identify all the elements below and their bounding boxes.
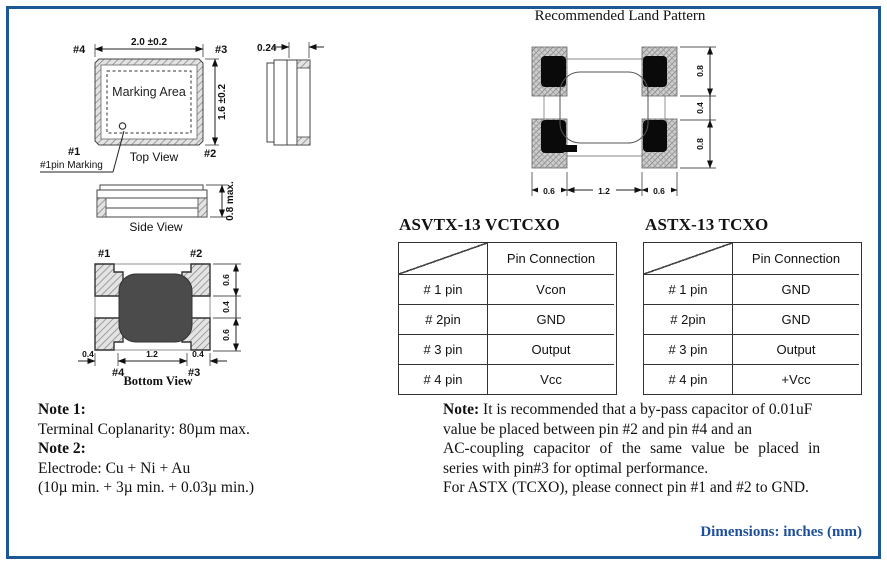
bottom-view-label: Bottom View: [123, 374, 193, 388]
end-view-lid: [267, 63, 274, 142]
table-row-conn: GND: [733, 275, 859, 305]
land-terminal-bottom-left: [541, 120, 566, 153]
table-row-conn: Vcc: [540, 372, 562, 387]
side-view-lid: [100, 185, 203, 190]
side-view-label: Side View: [129, 220, 183, 234]
terminal-dim-label: 0.24: [257, 43, 277, 54]
note-label: Note:: [443, 401, 480, 418]
land-terminal-bottom-right: [643, 120, 667, 152]
table-row-pin: # 2pin: [399, 305, 488, 335]
dimension-thickness: [206, 181, 236, 221]
bottom-view-pin2-label: #2: [190, 248, 203, 260]
note-line2: value be placed between pin #2 and pin #4 and an: [443, 420, 753, 438]
bottom-view-pin4-label: #4: [112, 367, 125, 379]
notes-right-block: [443, 400, 867, 498]
bottom-view-pin3-label: #3: [188, 367, 201, 379]
top-view-pin1-label: #1: [68, 146, 81, 158]
table-row-pin: # 1 pin: [644, 275, 733, 305]
note-line4: series with pin#3 for optimal performance.: [443, 459, 709, 477]
lp-right-dim-3: 0.8: [695, 138, 705, 150]
table-row-conn: GND: [733, 305, 859, 335]
table-header-pin-connection: Pin Connection: [488, 243, 614, 275]
table-row-conn: Output: [488, 335, 614, 365]
side-view-body: [97, 190, 207, 217]
dimension-height: [205, 59, 228, 145]
table-row-pin: # 3 pin: [644, 335, 733, 365]
table-corner-cell: [399, 243, 488, 275]
table-row-conn: +Vcc: [781, 372, 811, 387]
table-corner-cell: [644, 243, 733, 275]
table-row-conn: GND: [488, 305, 614, 335]
bv-right-dim-3: 0.6: [221, 329, 231, 341]
note1-label: Note 1:: [38, 401, 86, 418]
pin1-marking-dot: [119, 123, 125, 129]
land-terminal-top-right: [643, 56, 667, 87]
land-pattern-drawing: [532, 47, 716, 196]
table-row-pin: # 2pin: [644, 305, 733, 335]
land-terminal-bottom-left-foot: [564, 145, 577, 152]
bottom-center-pad: [119, 274, 192, 342]
bottom-view-pin1-label: #1: [98, 248, 111, 260]
dimension-land-right-chain: [680, 47, 716, 168]
bv-right-dim-2: 0.4: [221, 301, 231, 313]
pin1-marking-label: #1pin Marking: [40, 160, 103, 171]
note2-line2: (10µ min. + 3µ min. + 0.03µ min.): [38, 479, 255, 496]
side-view-drawing: [97, 181, 236, 234]
dimension-land-bottom-chain: [532, 172, 677, 196]
pin-table-astx: [643, 242, 862, 395]
top-view-pin3-label: #3: [215, 44, 228, 56]
note-line3: AC-coupling capacitor of the same value be placed in: [443, 440, 821, 457]
note-line5: For ASTX (TCXO), please connect pin #1 and #2 to GND.: [443, 479, 809, 496]
table-title-asvtx: ASVTX-13 VCTCXO: [399, 215, 560, 234]
height-dim-label: 1.6 ±0.2: [217, 83, 228, 121]
land-pattern-center-outline: [560, 72, 648, 143]
lp-right-dim-1: 0.8: [695, 65, 705, 77]
note1-text: Terminal Coplanarity: 80µm max.: [38, 420, 250, 438]
dimension-bottom-right-chain: [213, 264, 241, 351]
side-view-terminal-right: [198, 198, 207, 217]
end-view-body: [274, 60, 310, 145]
lp-bottom-dim-2: 1.2: [598, 186, 610, 196]
top-view-label: Top View: [129, 150, 179, 164]
bv-right-dim-1: 0.6: [221, 274, 231, 286]
bottom-view-drawing: [78, 248, 241, 388]
width-dim-label: 2.0 ±0.2: [130, 37, 168, 48]
end-view-drawing: [257, 42, 324, 145]
top-view-lid: [101, 65, 197, 139]
note2-label: Note 2:: [38, 440, 86, 457]
notes-left-block: [38, 400, 254, 498]
thickness-dim-label: 0.8 max.: [225, 181, 236, 221]
note2-line1: Electrode: Cu + Ni + Au: [38, 459, 191, 477]
end-view-terminal-bottom: [297, 137, 310, 145]
end-view-terminal-top: [297, 60, 310, 68]
table-header-pin-connection: Pin Connection: [733, 243, 859, 275]
lp-bottom-dim-3: 0.6: [653, 186, 665, 196]
table-row-pin: # 4 pin: [644, 365, 733, 394]
dimension-width: [95, 37, 203, 57]
marking-area-label: Marking Area: [112, 85, 186, 99]
table-title-astx: ASTX-13 TCXO: [645, 215, 769, 234]
bv-bottom-dim-1: 0.4: [82, 349, 94, 359]
top-view-drawing: [40, 37, 228, 172]
dimension-terminal-width: [257, 42, 324, 58]
top-view-pin4-label: #4: [73, 44, 86, 56]
bv-bottom-dim-2: 1.2: [146, 349, 158, 359]
lp-bottom-dim-1: 0.6: [543, 186, 555, 196]
dimensions-units-note: Dimensions: inches (mm): [700, 524, 862, 540]
lp-right-dim-2: 0.4: [695, 102, 705, 114]
table-row-pin: # 3 pin: [399, 335, 488, 365]
land-pattern-title: Recommended Land Pattern: [534, 8, 706, 24]
side-view-terminal-left: [97, 198, 106, 217]
bv-bottom-dim-3: 0.4: [192, 349, 204, 359]
table-row-conn: Output: [733, 335, 859, 365]
table-row-pin: # 4 pin: [399, 365, 488, 394]
pin-table-asvtx: [398, 242, 617, 395]
table-row-pin: # 1 pin: [399, 275, 488, 305]
top-view-pin2-label: #2: [204, 148, 217, 160]
table-row-conn: Vcon: [488, 275, 614, 305]
dimension-bottom-bottom-chain: [78, 349, 227, 366]
note-line1: It is recommended that a by-pass capacitor of 0.01uF: [479, 401, 813, 418]
